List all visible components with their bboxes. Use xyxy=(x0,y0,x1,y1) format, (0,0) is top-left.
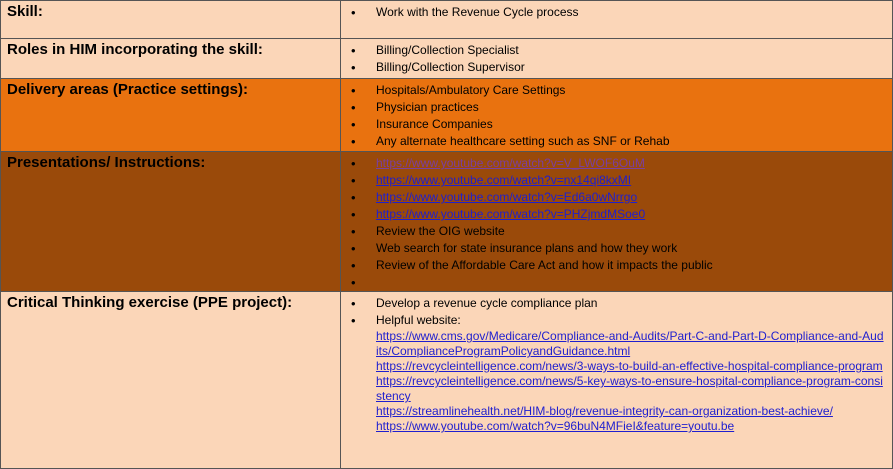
website-link[interactable]: https://revcycleintelligence.com/news/3-ways-to-build-an-effective-hospital-compliance-program xyxy=(376,359,883,373)
video-link[interactable]: https://www.youtube.com/watch?v=nx14qi8kxMI xyxy=(376,173,632,187)
list-item: • Review of the Affordable Care Act and how it impacts the public xyxy=(376,257,892,274)
roles-label: Roles in HIM incorporating the skill: xyxy=(1,39,341,79)
critical-content xyxy=(341,292,893,469)
website-link[interactable]: https://www.youtube.com/watch?v=96buN4MFieI&feature=youtu.be xyxy=(376,419,735,433)
row-skill xyxy=(1,1,893,39)
delivery-list xyxy=(341,82,892,150)
row-critical-thinking xyxy=(1,292,893,469)
roles-list xyxy=(341,42,892,76)
list-item: • Hospitals/Ambulatory Care Settings xyxy=(376,82,892,99)
video-link[interactable]: https://www.youtube.com/watch?v=V_LWOF6OuM xyxy=(376,156,645,170)
list-item xyxy=(376,189,892,206)
list-item: • Physician practices xyxy=(376,99,892,116)
critical-label: Critical Thinking exercise (PPE project): xyxy=(1,292,341,469)
list-item xyxy=(376,206,892,223)
presentations-label: Presentations/ Instructions: xyxy=(1,152,341,292)
list-item: • Work with the Revenue Cycle process xyxy=(376,4,892,21)
critical-list xyxy=(341,295,892,329)
list-item xyxy=(376,155,892,172)
delivery-label: Delivery areas (Practice settings): xyxy=(1,79,341,152)
row-roles xyxy=(1,39,893,79)
list-item: • Billing/Collection Specialist xyxy=(376,42,892,59)
list-item xyxy=(376,172,892,189)
website-list xyxy=(341,329,892,434)
skill-label: Skill: xyxy=(1,1,341,39)
row-delivery xyxy=(1,79,893,152)
website-link[interactable]: https://www.cms.gov/Medicare/Compliance-and-Audits/Part-C-and-Part-D-Compliance-and-Audits/ComplianceProgramPolicyandGuidance.html xyxy=(376,329,884,358)
video-link[interactable]: https://www.youtube.com/watch?v=PHZjmdMSoe0 xyxy=(376,207,646,221)
delivery-content xyxy=(341,79,893,152)
presentations-content xyxy=(341,152,893,292)
list-item: • Insurance Companies xyxy=(376,116,892,133)
website-link[interactable]: https://revcycleintelligence.com/news/5-key-ways-to-ensure-hospital-compliance-program-consistency xyxy=(376,374,883,403)
list-item: • Billing/Collection Supervisor xyxy=(376,59,892,76)
video-link[interactable]: https://www.youtube.com/watch?v=Ed6a0wNrrgo xyxy=(376,190,638,204)
list-item: • Any alternate healthcare setting such as SNF or Rehab xyxy=(376,133,892,150)
website-link[interactable]: https://streamlinehealth.net/HIM-blog/revenue-integrity-can-organization-best-achieve/ xyxy=(376,404,833,418)
list-item: • Web search for state insurance plans and how they work xyxy=(376,240,892,257)
presentations-list xyxy=(341,155,892,291)
skill-list xyxy=(341,4,892,21)
row-presentations xyxy=(1,152,893,292)
list-item: • Develop a revenue cycle compliance plan xyxy=(376,295,892,312)
list-item: • Helpful website: xyxy=(376,312,892,329)
list-item xyxy=(376,274,892,291)
roles-content xyxy=(341,39,893,79)
skill-content xyxy=(341,1,893,39)
list-item: • Review the OIG website xyxy=(376,223,892,240)
